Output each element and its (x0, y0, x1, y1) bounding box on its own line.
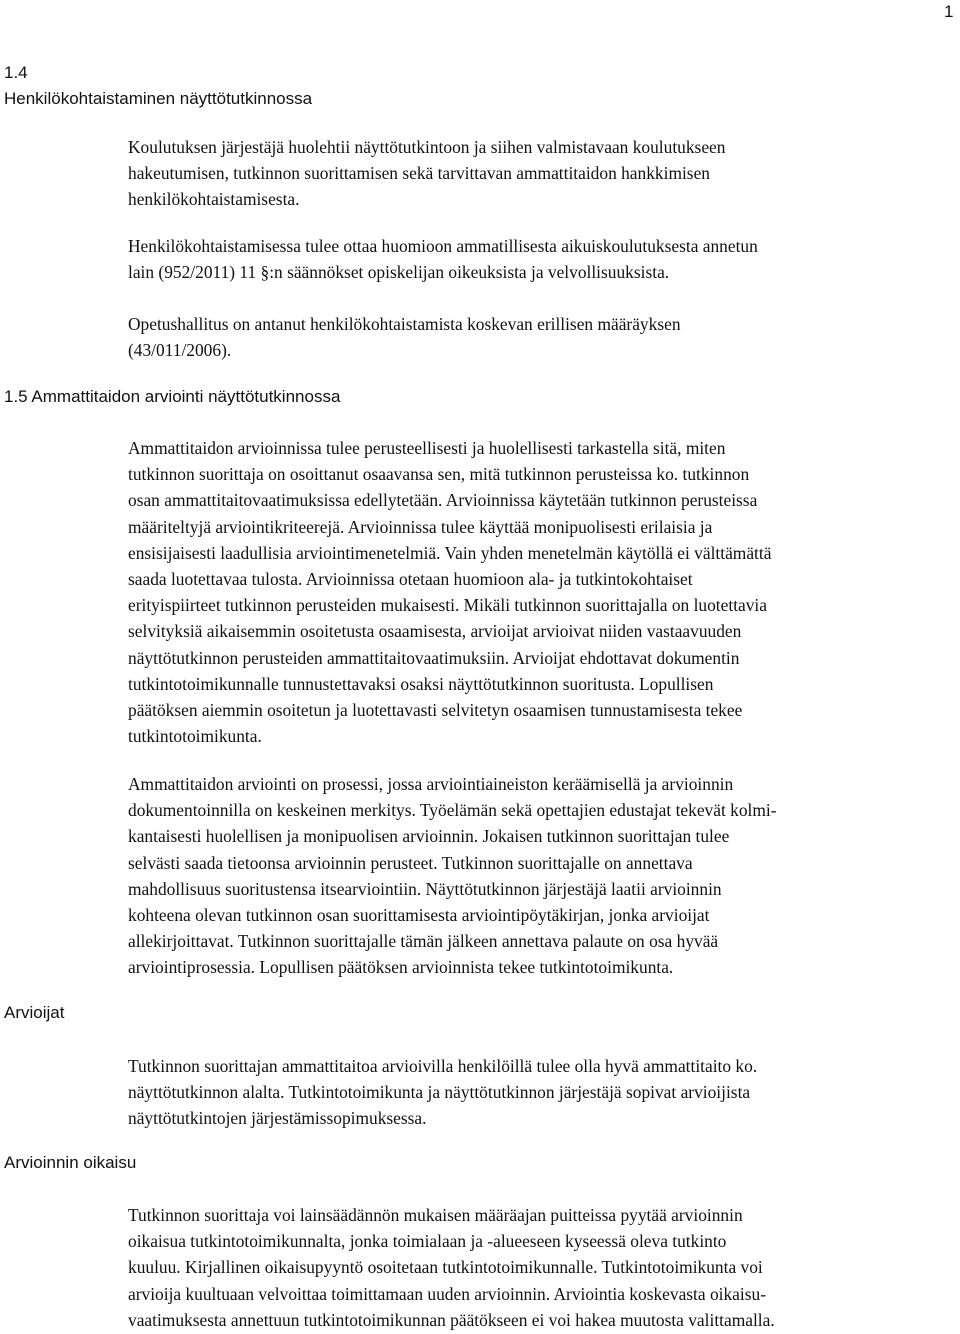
section-1-4-paragraph-1 (128, 134, 725, 213)
text-line: henkilökohtaistamisesta. (128, 189, 300, 210)
text-line: näyttötutkinnon alalta. Tutkintotoimikunta ja näyttötutkinnon järjestäjä sopivat arvioijista (128, 1082, 751, 1103)
text-line: Ammattitaidon arviointi on prosessi, jossa arviointiaineiston keräämisellä ja arvioinnin (128, 774, 734, 794)
section-1-5-paragraph-2 (128, 771, 777, 981)
text-line: Tutkinnon suorittaja voi lainsäädännön mukaisen määräajan puitteissa pyytää arvioinnin (128, 1205, 743, 1225)
text-line: vaatimuksesta annettuun tutkintotoimikunnan päätökseen ei voi hakea muutosta valittamalla. (128, 1309, 775, 1330)
text-line: arviointiprosessia. Lopullisen päätöksen arvioinnista tekee tutkintotoimikunta. (128, 957, 674, 978)
text-line: Henkilökohtaistamisessa tulee ottaa huomioon ammatillisesta aikuiskoulutuksesta annetun (128, 236, 758, 256)
text-line: lain (952/2011) 11 §:n säännökset opiskelijan oikeuksista ja velvollisuuksista. (128, 262, 670, 283)
text-line: mahdollisuus suoritustensa itsearviointiin. Näyttötutkinnon järjestäjä laatii arvioinnin (128, 878, 722, 899)
text-line: ensisijaisesti laadullisia arviointimenetelmiä. Vain yhden menetelmän käytöllä ei välttämättä (128, 542, 772, 563)
text-line: päätöksen aiemmin osoitetun ja luotettavasti selvitetyn osaamisen tunnustamisesta tekee (128, 700, 743, 721)
arvioinnin-oikaisu-paragraph (128, 1202, 775, 1333)
arvioinnin-oikaisu-label: Arvioinnin oikaisu (4, 1153, 137, 1172)
text-line: selvästi saada tietoonsa arvioinnin perusteet. Tutkinnon suorittajalle on annettava (128, 852, 693, 873)
text-line: määriteltyjä arviointikriteerejä. Arvioinnissa tulee käyttää monipuolisesti erilaisia ja (128, 516, 713, 537)
text-line: osan ammattitaitovaatimuksissa edellytetään. Arvioinnissa käytetään tutkinnon perusteissa (128, 490, 758, 511)
section-1-4-number: 1.4 (4, 63, 28, 82)
text-line: (43/011/2006). (128, 340, 232, 361)
arvioijat-paragraph (128, 1053, 757, 1132)
section-1-5-paragraph-1 (128, 435, 771, 749)
text-line: allekirjoittavat. Tutkinnon suorittajalle tämän jälkeen annettava palaute on osa hyvää (128, 931, 719, 952)
text-line: tutkintotoimikunnalle tunnustettavaksi osaksi näyttötutkinnon suoritusta. Lopullisen (128, 673, 714, 694)
text-line: kohteena olevan tutkinnon osan suorittamisesta arviointipöytäkirjan, jonka arvioijat (128, 905, 710, 926)
text-line: Tutkinnon suorittajan ammattitaitoa arvioivilla henkilöillä tulee olla hyvä ammattitaito ko. (128, 1056, 758, 1076)
text-line: Ammattitaidon arvioinnissa tulee perusteellisesti ja huolellisesti tarkastella sitä, miten (128, 438, 726, 458)
text-line: näyttötutkintojen järjestämissopimuksessa. (128, 1108, 427, 1129)
text-line: Koulutuksen järjestäjä huolehtii näyttötutkintoon ja siihen valmistavaan koulutukseen (128, 137, 726, 157)
page-number: 1 (944, 2, 954, 21)
text-line: tutkinnon suorittaja on osoittanut osaavansa sen, mitä tutkinnon perusteissa ko. tutkinnon (128, 464, 750, 485)
section-1-5-heading: 1.5 Ammattitaidon arviointi näyttötutkinnossa (4, 387, 341, 406)
text-line: selvityksiä aikaisemmin osoitetusta osaamisesta, arvioijat arvioivat niiden vastaavuuden (128, 621, 742, 642)
arvioijat-label: Arvioijat (4, 1003, 65, 1022)
text-line: oikaisua tutkintotoimikunnalta, jonka toimialaan ja -alueeseen kyseessä oleva tutkinto (128, 1231, 727, 1252)
text-line: hakeutumisen, tutkinnon suorittamisen sekä tarvittavan ammattitaidon hankkimisen (128, 163, 710, 184)
text-line: näyttötutkinnon perusteiden ammattitaitovaatimuksiin. Arvioijat ehdottavat dokumentin (128, 647, 740, 668)
text-line: dokumentoinnilla on keskeinen merkitys. Työelämän sekä opettajien edustajat tekevät kolmi- (128, 800, 777, 821)
section-1-4-paragraph-3 (128, 311, 681, 363)
text-line: arvioija kuultuaan velvoittaa toimittamaan uuden arvioinnin. Arviointia koskevasta oikaisu- (128, 1283, 766, 1304)
text-line: tutkintotoimikunta. (128, 726, 262, 747)
section-1-4-title: Henkilökohtaistaminen näyttötutkinnossa (4, 89, 313, 108)
text-line: kuuluu. Kirjallinen oikaisupyyntö osoitetaan tutkintotoimikunnalle. Tutkintotoimikunta voi (128, 1257, 763, 1278)
section-1-4-paragraph-2 (128, 233, 758, 285)
text-line: erityispiirteet tutkinnon perusteiden mukaisesti. Mikäli tutkinnon suorittajalla on luotettavia (128, 595, 767, 616)
text-line: Opetushallitus on antanut henkilökohtaistamista koskevan erillisen määräyksen (128, 314, 681, 334)
text-line: saada luotettavaa tulosta. Arvioinnissa otetaan huomioon ala- ja tutkintokohtaiset (128, 569, 693, 590)
text-line: kantaisesti huolellisen ja monipuolisen arvioinnin. Jokaisen tutkinnon suorittajan tulee (128, 826, 730, 847)
